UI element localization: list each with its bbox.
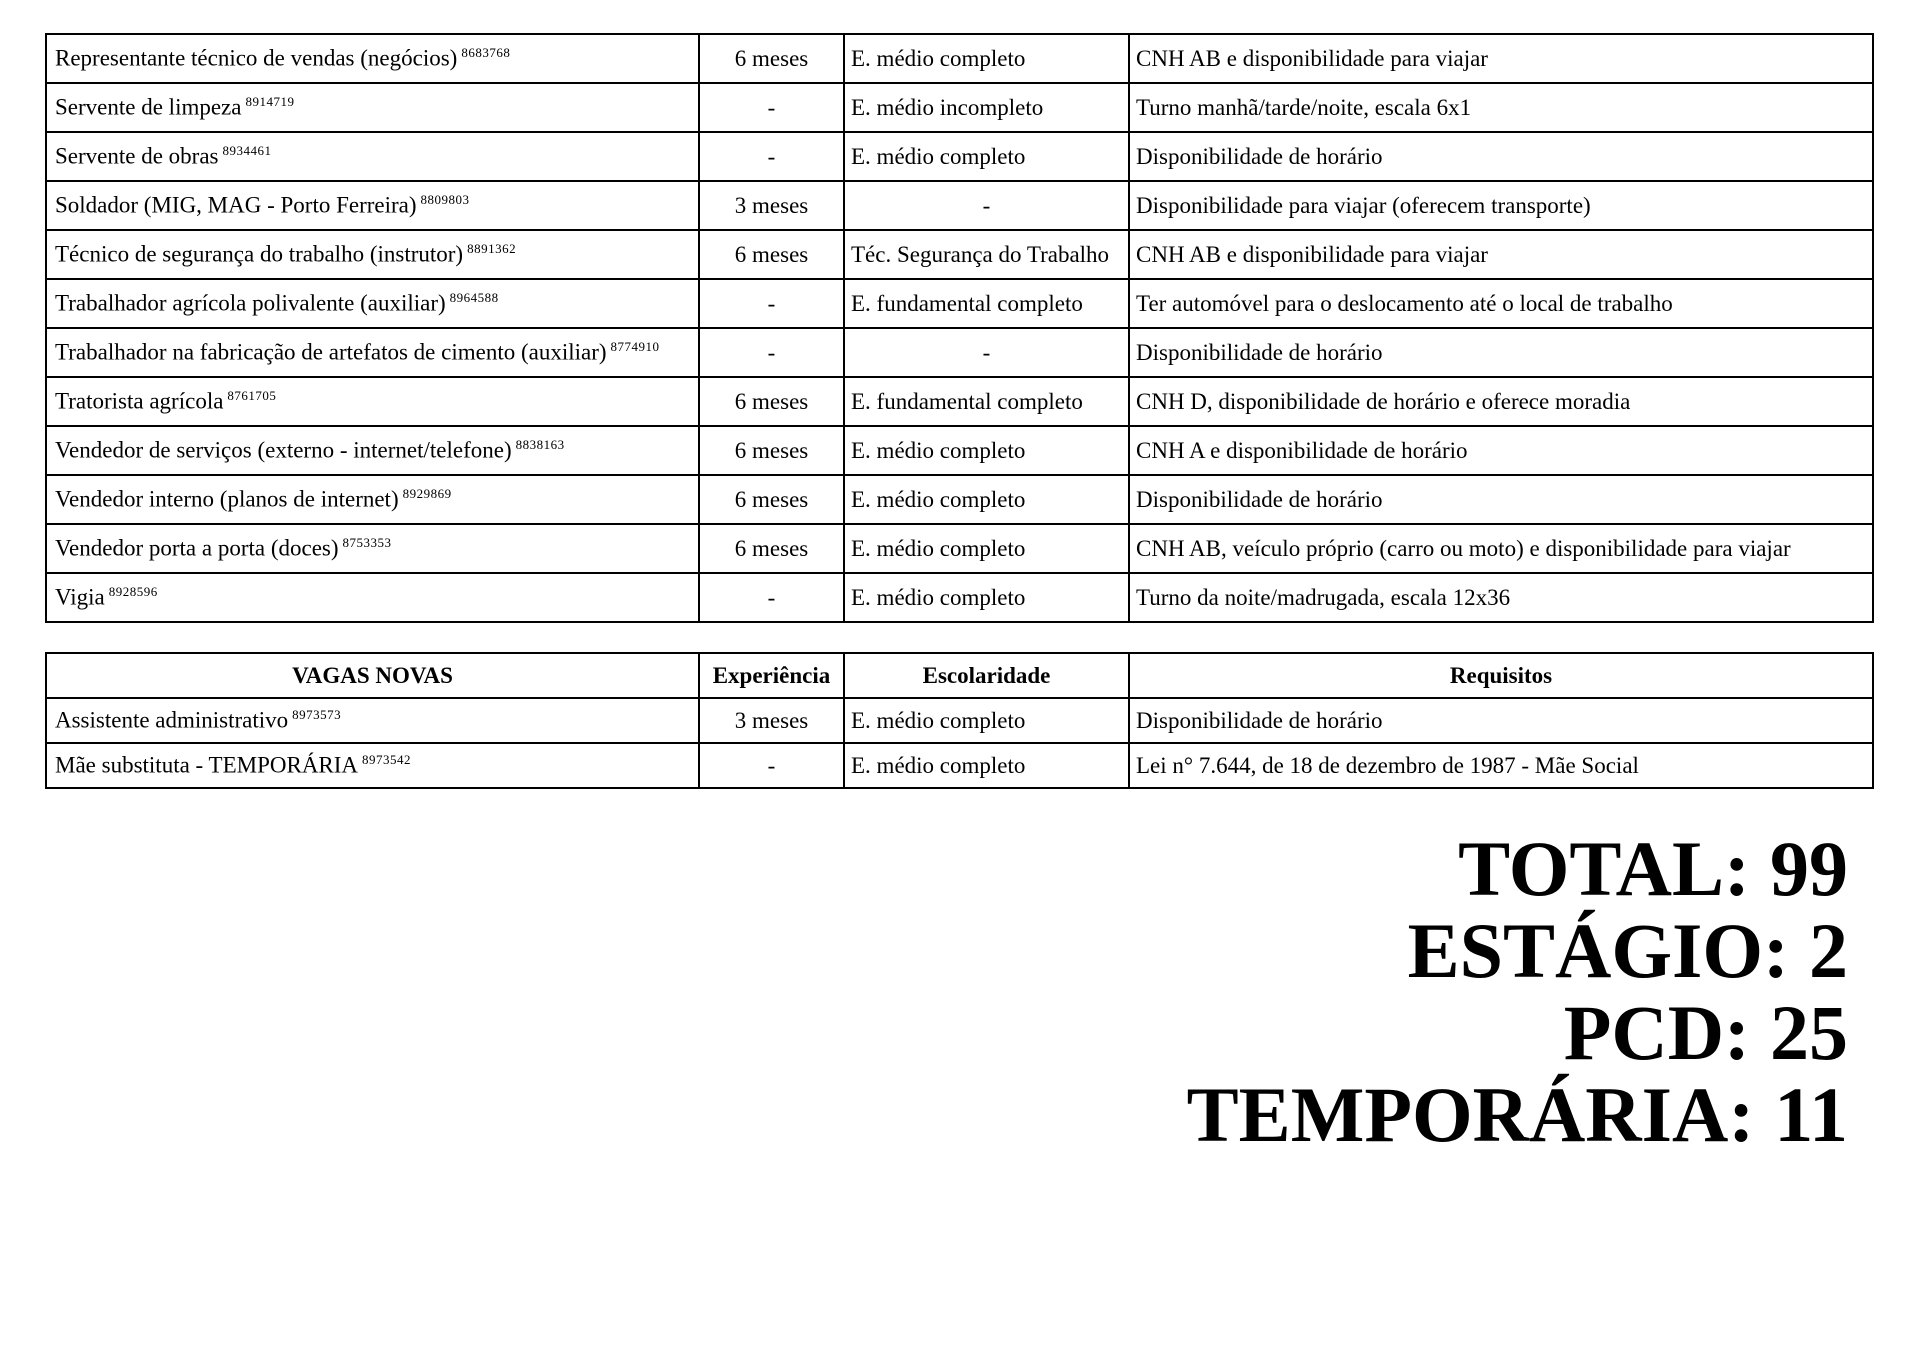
table-row <box>46 132 1873 181</box>
summary-label: PCD: <box>1563 989 1750 1076</box>
table-row <box>46 34 1873 83</box>
job-id-superscript: 8838163 <box>515 437 565 453</box>
job-title: Mãe substituta - TEMPORÁRIA <box>55 752 359 778</box>
requirements-cell: Turno da noite/madrugada, escala 12x36 <box>1129 573 1873 622</box>
job-cell <box>46 475 699 524</box>
job-id-superscript: 8891362 <box>467 241 517 257</box>
table-row <box>46 328 1873 377</box>
education-cell: E. médio completo <box>844 475 1129 524</box>
job-cell <box>46 698 699 743</box>
vagas-novas-header-row <box>46 653 1873 698</box>
job-title: Vendedor interno (planos de internet) <box>55 486 399 512</box>
requirements-cell: CNH AB, veículo próprio (carro ou moto) e disponibilidade para viajar <box>1129 524 1873 573</box>
education-cell: - <box>844 328 1129 377</box>
summary-totals <box>1186 825 1848 1158</box>
job-title: Assistente administrativo <box>55 707 289 733</box>
job-title: Servente de limpeza <box>55 94 242 120</box>
requirements-cell: Disponibilidade de horário <box>1129 132 1873 181</box>
education-cell: E. médio completo <box>844 524 1129 573</box>
table-row <box>46 377 1873 426</box>
education-cell: E. médio completo <box>844 698 1129 743</box>
job-id-superscript: 8928596 <box>108 584 158 600</box>
summary-value: 99 <box>1770 825 1848 912</box>
job-cell <box>46 34 699 83</box>
job-cell <box>46 181 699 230</box>
experience-cell: 6 meses <box>699 230 844 279</box>
job-title: Técnico de segurança do trabalho (instrutor) <box>55 241 464 267</box>
job-id-superscript: 8929869 <box>402 486 452 502</box>
education-cell: E. fundamental completo <box>844 279 1129 328</box>
table-row <box>46 573 1873 622</box>
table-row <box>46 698 1873 743</box>
experience-cell: 3 meses <box>699 698 844 743</box>
job-cell <box>46 524 699 573</box>
table-row <box>46 279 1873 328</box>
education-cell: E. médio completo <box>844 426 1129 475</box>
job-id-superscript: 8973573 <box>292 707 342 723</box>
vacancies-continued-table <box>45 33 1874 623</box>
summary-label: TOTAL: <box>1458 825 1750 912</box>
experience-cell: - <box>699 743 844 788</box>
job-title: Trabalhador na fabricação de artefatos de cimento (auxiliar) <box>55 339 607 365</box>
job-cell <box>46 230 699 279</box>
experience-cell: 6 meses <box>699 426 844 475</box>
job-title: Vigia <box>55 584 105 610</box>
job-id-superscript: 8973542 <box>362 752 412 768</box>
job-cell <box>46 83 699 132</box>
experience-cell: - <box>699 573 844 622</box>
experience-cell: - <box>699 83 844 132</box>
job-id-superscript: 8964588 <box>449 290 499 306</box>
education-cell: E. fundamental completo <box>844 377 1129 426</box>
requirements-cell: Turno manhã/tarde/noite, escala 6x1 <box>1129 83 1873 132</box>
requirements-cell: Ter automóvel para o deslocamento até o local de trabalho <box>1129 279 1873 328</box>
job-cell <box>46 132 699 181</box>
job-id-superscript: 8761705 <box>227 388 277 404</box>
summary-value: 2 <box>1809 907 1848 994</box>
table-row <box>46 83 1873 132</box>
job-title: Trabalhador agrícola polivalente (auxiliar) <box>55 290 446 316</box>
header-escolaridade: Escolaridade <box>844 653 1129 698</box>
summary-label: TEMPORÁRIA: <box>1186 1071 1755 1158</box>
experience-cell: - <box>699 132 844 181</box>
requirements-cell: Disponibilidade de horário <box>1129 698 1873 743</box>
experience-cell: - <box>699 279 844 328</box>
header-experiencia: Experiência <box>699 653 844 698</box>
education-cell: E. médio completo <box>844 743 1129 788</box>
job-cell <box>46 573 699 622</box>
education-cell: E. médio completo <box>844 573 1129 622</box>
experience-cell: 6 meses <box>699 34 844 83</box>
experience-cell: 3 meses <box>699 181 844 230</box>
requirements-cell: CNH AB e disponibilidade para viajar <box>1129 34 1873 83</box>
job-title: Vendedor porta a porta (doces) <box>55 535 339 561</box>
summary-label: ESTÁGIO: <box>1407 907 1789 994</box>
table-row <box>46 475 1873 524</box>
job-id-superscript: 8753353 <box>342 535 392 551</box>
experience-cell: 6 meses <box>699 475 844 524</box>
summary-value: 25 <box>1770 989 1848 1076</box>
summary-value: 11 <box>1774 1071 1848 1158</box>
job-title: Soldador (MIG, MAG - Porto Ferreira) <box>55 192 417 218</box>
requirements-cell: CNH A e disponibilidade de horário <box>1129 426 1873 475</box>
requirements-cell: Lei n° 7.644, de 18 de dezembro de 1987 - Mãe Social <box>1129 743 1873 788</box>
summary-line-estagio <box>1187 907 1848 994</box>
requirements-cell: Disponibilidade para viajar (oferecem transporte) <box>1129 181 1873 230</box>
table-row <box>46 524 1873 573</box>
experience-cell: 6 meses <box>699 377 844 426</box>
education-cell: E. médio completo <box>844 34 1129 83</box>
education-cell: Téc. Segurança do Trabalho <box>844 230 1129 279</box>
job-cell <box>46 328 699 377</box>
experience-cell: 6 meses <box>699 524 844 573</box>
requirements-cell: Disponibilidade de horário <box>1129 475 1873 524</box>
table-row <box>46 743 1873 788</box>
job-title: Tratorista agrícola <box>55 388 224 414</box>
requirements-cell: CNH D, disponibilidade de horário e oferece moradia <box>1129 377 1873 426</box>
job-title: Vendedor de serviços (externo - internet/telefone) <box>55 437 512 463</box>
summary-line-total <box>1187 825 1848 912</box>
header-vagas-novas: VAGAS NOVAS <box>46 653 699 698</box>
education-cell: - <box>844 181 1129 230</box>
job-id-superscript: 8774910 <box>610 339 660 355</box>
job-title: Servente de obras <box>55 143 219 169</box>
requirements-cell: CNH AB e disponibilidade para viajar <box>1129 230 1873 279</box>
vagas-novas-table <box>45 652 1874 789</box>
table-row <box>46 230 1873 279</box>
job-cell <box>46 279 699 328</box>
job-id-superscript: 8934461 <box>222 143 272 159</box>
job-id-superscript: 8809803 <box>420 192 470 208</box>
summary-line-temporaria <box>1186 1071 1848 1158</box>
table-row <box>46 181 1873 230</box>
job-id-superscript: 8914719 <box>245 94 295 110</box>
table-row <box>46 426 1873 475</box>
job-cell <box>46 377 699 426</box>
job-cell <box>46 426 699 475</box>
education-cell: E. médio completo <box>844 132 1129 181</box>
job-title: Representante técnico de vendas (negócios) <box>55 45 458 71</box>
job-id-superscript: 8683768 <box>461 45 511 61</box>
header-requisitos: Requisitos <box>1129 653 1873 698</box>
job-cell <box>46 743 699 788</box>
education-cell: E. médio incompleto <box>844 83 1129 132</box>
requirements-cell: Disponibilidade de horário <box>1129 328 1873 377</box>
experience-cell: - <box>699 328 844 377</box>
summary-line-pcd <box>1187 989 1848 1076</box>
